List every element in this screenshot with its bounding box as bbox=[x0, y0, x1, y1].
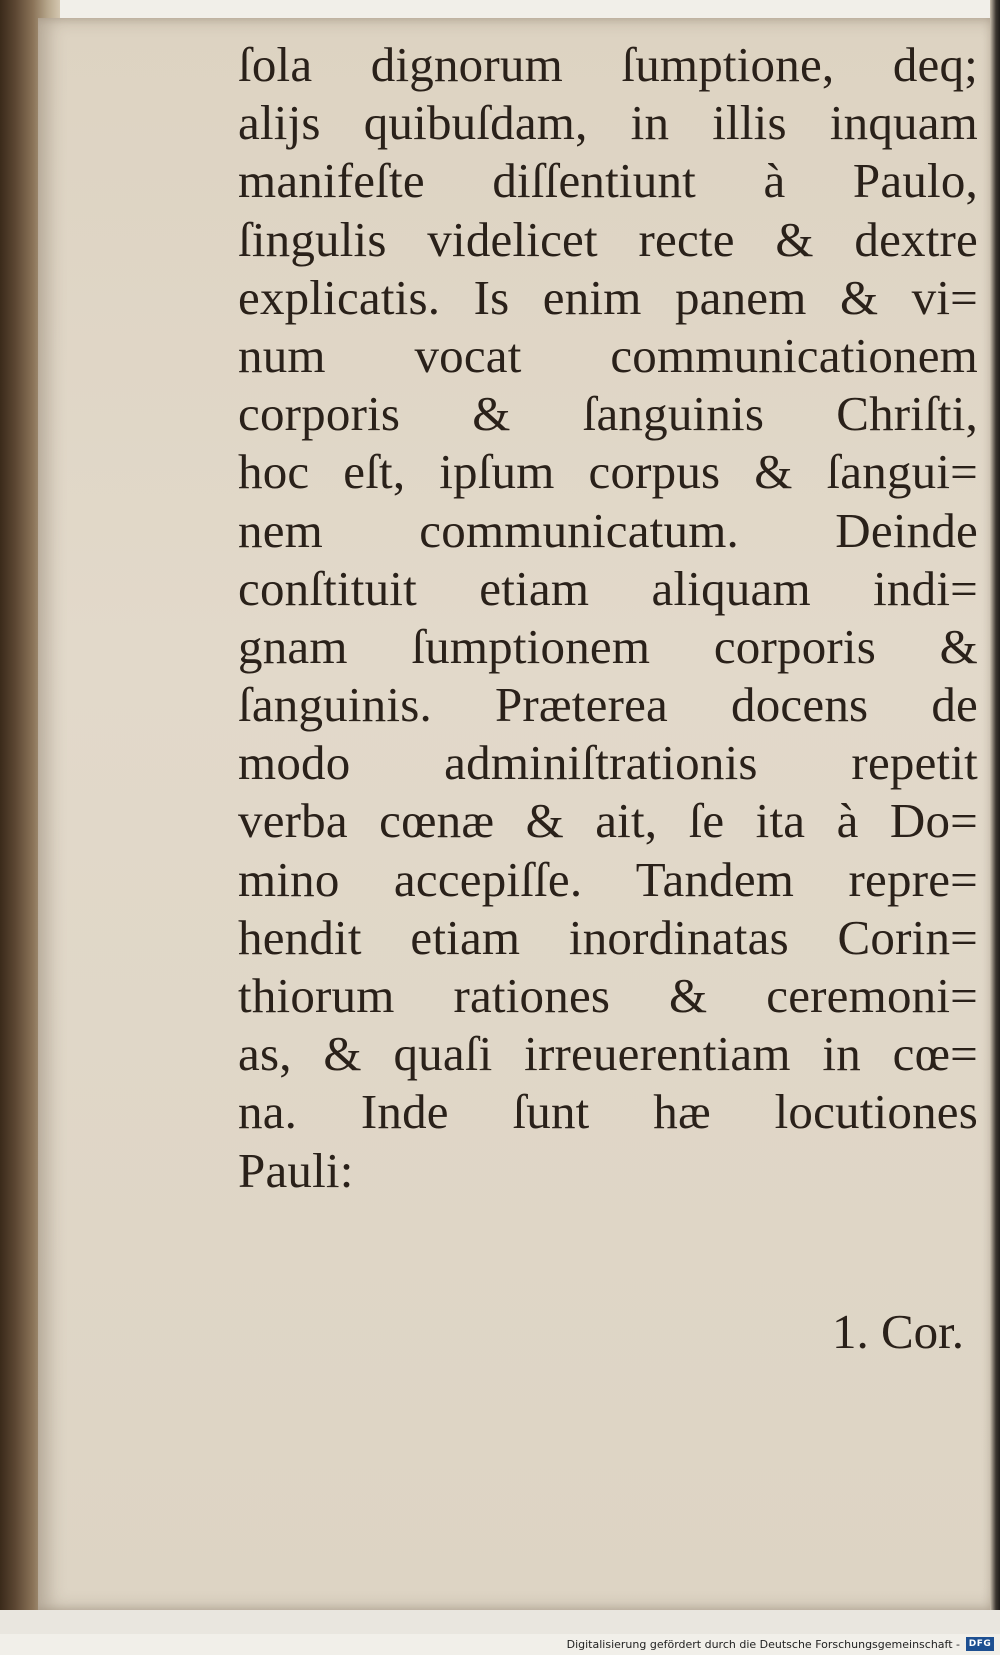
text-line-16: hendit etiam inordinatas Corin= bbox=[238, 909, 978, 965]
page-right-edge bbox=[990, 0, 1000, 1610]
text-line-18: as, & quaſi irreuerentiam in cœ= bbox=[238, 1026, 978, 1082]
text-line-11: gnam ſumptionem corporis & bbox=[238, 618, 978, 674]
text-line-8: hoc eſt, ipſum corpus & ſangui= bbox=[238, 444, 978, 500]
text-line-10: conſtituit etiam aliquam indi= bbox=[238, 560, 978, 616]
digitization-footer bbox=[567, 1637, 994, 1651]
text-line-15: mino accepiſſe. Tandem repre= bbox=[238, 851, 978, 907]
funding-credit: Digitalisierung gefördert durch die Deutsche Forschungsgemeinschaft - bbox=[566, 1637, 960, 1651]
page-text-block bbox=[238, 36, 978, 1200]
text-line-5: explicatis. Is enim panem & vi= bbox=[238, 269, 978, 325]
text-line-19: na. Inde ſunt hæ locutiones bbox=[238, 1084, 978, 1140]
text-line-3: manifeſte diſſentiunt à Paulo, bbox=[238, 153, 978, 209]
text-line-2: alijs quibuſdam, in illis inquam bbox=[238, 95, 978, 151]
catchword: 1. Cor. bbox=[831, 1304, 964, 1359]
text-line-6: num vocat communicationem bbox=[238, 327, 978, 383]
text-line-13: modo adminiſtrationis repetit bbox=[238, 735, 978, 791]
text-line-17: thiorum rationes & ceremoni= bbox=[238, 968, 978, 1023]
text-line-4: ſingulis videlicet recte & dextre bbox=[238, 211, 978, 267]
text-line-1: ſola dignorum ſumptione, deq; bbox=[238, 37, 978, 92]
text-line-14: verba cœnæ & ait, ſe ita à Do= bbox=[238, 793, 978, 849]
text-line-9: nem communicatum. Deinde bbox=[238, 502, 978, 558]
text-line-7: corporis & ſanguinis Chriſti, bbox=[238, 386, 978, 442]
dfg-logo: DFG bbox=[966, 1637, 994, 1651]
bottom-margin bbox=[0, 1610, 1000, 1634]
text-line-20: Pauli: bbox=[238, 1142, 354, 1198]
text-line-12: ſanguinis. Præterea docens de bbox=[238, 677, 978, 733]
